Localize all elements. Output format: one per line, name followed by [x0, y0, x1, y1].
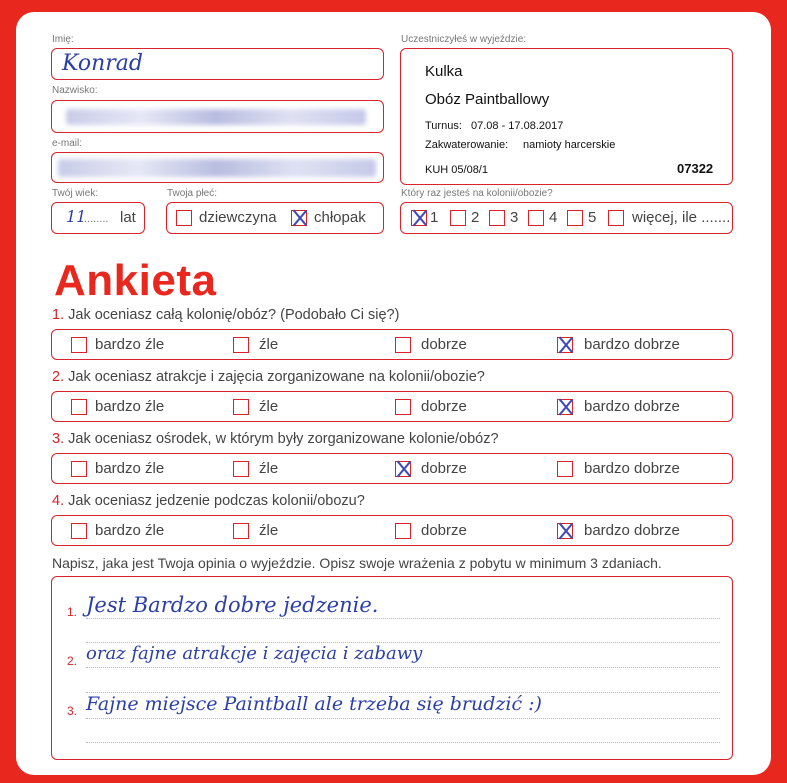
opinion-rule-4	[86, 692, 720, 693]
q4-checkbox-good[interactable]	[395, 523, 411, 539]
q2-option-good: dobrze	[421, 398, 467, 415]
q3-option-bad: źle	[259, 460, 279, 477]
times-option-5: 5	[588, 209, 597, 226]
q2-option-very-good: bardzo dobrze	[584, 398, 680, 415]
q1-option-bad: źle	[259, 336, 279, 353]
opinion-rule-5	[86, 718, 720, 719]
opinion-line-1-text: Jest Bardzo dobre jedzenie.	[86, 593, 379, 617]
gender-field	[166, 202, 384, 234]
times-checkbox-1[interactable]	[411, 210, 427, 226]
q2-checkbox-bad[interactable]	[233, 399, 249, 415]
q2-option-bad: źle	[259, 398, 279, 415]
camp-info-box	[400, 48, 733, 185]
q2-checkbox-good[interactable]	[395, 399, 411, 415]
times-option-2: 2	[471, 209, 480, 226]
question-1-text: Jak oceniasz całą kolonię/obóz? (Podobało Ci się?)	[68, 307, 400, 323]
question-4	[52, 493, 365, 509]
q1-checkbox-bad[interactable]	[233, 337, 249, 353]
surname-redacted	[66, 109, 366, 125]
times-option-1: 1	[430, 209, 439, 226]
q1-checkbox-very-good[interactable]	[557, 337, 573, 353]
question-2-answers	[51, 391, 733, 422]
q4-option-very-good: bardzo dobrze	[584, 522, 680, 539]
gender-label: Twoja płeć:	[167, 188, 218, 199]
q1-option-very-bad: bardzo źle	[95, 336, 165, 353]
gender-option-boy: chłopak	[314, 209, 366, 226]
camp-code: KUH 05/08/1	[425, 164, 488, 176]
q4-option-very-bad: bardzo źle	[95, 522, 165, 539]
camp-name: Kulka	[425, 63, 463, 80]
survey-sheet	[16, 12, 771, 775]
q1-checkbox-very-bad[interactable]	[71, 337, 87, 353]
question-3-text: Jak oceniasz ośrodek, w którym były zorganizowane kolonie/obóz?	[68, 431, 499, 447]
q4-checkbox-bad[interactable]	[233, 523, 249, 539]
question-4-answers	[51, 515, 733, 546]
q3-checkbox-bad[interactable]	[233, 461, 249, 477]
q1-checkbox-good[interactable]	[395, 337, 411, 353]
accommodation-value: namioty harcerskie	[523, 139, 616, 151]
age-dots: ........	[84, 213, 109, 225]
age-field[interactable]	[51, 202, 145, 234]
opinion-line-3-text: Fajne miejsce Paintball ale trzeba się brudzić :)	[86, 693, 542, 715]
question-1-number: 1.	[52, 307, 65, 323]
question-2	[52, 369, 485, 385]
times-checkbox-3[interactable]	[489, 210, 505, 226]
name-value: Konrad	[62, 51, 143, 76]
times-checkbox-2[interactable]	[450, 210, 466, 226]
opinion-rule-1	[86, 618, 720, 619]
name-label: Imię:	[52, 34, 74, 45]
gender-checkbox-girl[interactable]	[176, 210, 192, 226]
gender-checkbox-boy[interactable]	[291, 210, 307, 226]
q3-option-very-good: bardzo dobrze	[584, 460, 680, 477]
age-label: Twój wiek:	[52, 188, 99, 199]
q4-option-good: dobrze	[421, 522, 467, 539]
surname-field[interactable]	[51, 100, 384, 133]
q2-checkbox-very-good[interactable]	[557, 399, 573, 415]
question-3-number: 3.	[52, 431, 65, 447]
question-3	[52, 431, 499, 447]
question-2-text: Jak oceniasz atrakcje i zajęcia zorganizowane na kolonii/obozie?	[68, 369, 485, 385]
q3-option-very-bad: bardzo źle	[95, 460, 165, 477]
email-label: e-mail:	[52, 138, 83, 149]
q3-checkbox-very-good[interactable]	[557, 461, 573, 477]
email-redacted	[58, 159, 376, 177]
question-3-answers	[51, 453, 733, 484]
question-1	[52, 307, 399, 323]
opinion-prompt: Napisz, jaka jest Twoja opinia o wyjeździe. Opisz swoje wrażenia z pobytu w minimum 3 zdaniach.	[52, 555, 662, 571]
opinion-rule-6	[86, 742, 720, 743]
opinion-rule-3	[86, 667, 720, 668]
q3-checkbox-good[interactable]	[395, 461, 411, 477]
q2-checkbox-very-bad[interactable]	[71, 399, 87, 415]
surname-label: Nazwisko:	[52, 85, 98, 96]
age-value: 11	[66, 207, 87, 226]
times-label: Który raz jesteś na kolonii/obozie?	[401, 188, 553, 199]
age-unit: lat	[120, 209, 136, 226]
opinion-line-2-text: oraz fajne atrakcje i zajęcia i zabawy	[86, 643, 423, 664]
survey-title: Ankieta	[54, 256, 217, 305]
turnus-label: Turnus:	[425, 120, 462, 132]
q4-checkbox-very-good[interactable]	[557, 523, 573, 539]
email-field[interactable]	[51, 152, 384, 183]
camp-info-label: Uczestniczyłeś w wyjeździe:	[401, 34, 527, 45]
q4-option-bad: źle	[259, 522, 279, 539]
opinion-line-2-number: 2.	[67, 654, 78, 668]
opinion-line-3-number: 3.	[67, 704, 78, 718]
q3-option-good: dobrze	[421, 460, 467, 477]
q3-checkbox-very-bad[interactable]	[71, 461, 87, 477]
camp-type: Obóz Paintballowy	[425, 91, 550, 108]
q2-option-very-bad: bardzo źle	[95, 398, 165, 415]
times-option-4: 4	[549, 209, 558, 226]
opinion-rule-2	[86, 642, 720, 643]
q1-option-very-good: bardzo dobrze	[584, 336, 680, 353]
form-number: 07322	[677, 161, 714, 176]
times-field	[400, 202, 733, 234]
turnus-value: 07.08 - 17.08.2017	[471, 120, 564, 132]
times-option-more: więcej, ile .......	[632, 209, 731, 226]
times-checkbox-4[interactable]	[528, 210, 544, 226]
accommodation-label: Zakwaterowanie:	[425, 139, 509, 151]
times-checkbox-more[interactable]	[608, 210, 624, 226]
gender-option-girl: dziewczyna	[199, 209, 277, 226]
name-field[interactable]	[51, 48, 384, 80]
times-option-3: 3	[510, 209, 519, 226]
q1-option-good: dobrze	[421, 336, 467, 353]
q4-checkbox-very-bad[interactable]	[71, 523, 87, 539]
question-2-number: 2.	[52, 369, 65, 385]
times-checkbox-5[interactable]	[567, 210, 583, 226]
opinion-box[interactable]	[51, 576, 733, 760]
question-4-number: 4.	[52, 493, 65, 509]
question-4-text: Jak oceniasz jedzenie podczas kolonii/obozu?	[68, 493, 365, 509]
opinion-line-1-number: 1.	[67, 605, 78, 619]
question-1-answers	[51, 329, 733, 360]
